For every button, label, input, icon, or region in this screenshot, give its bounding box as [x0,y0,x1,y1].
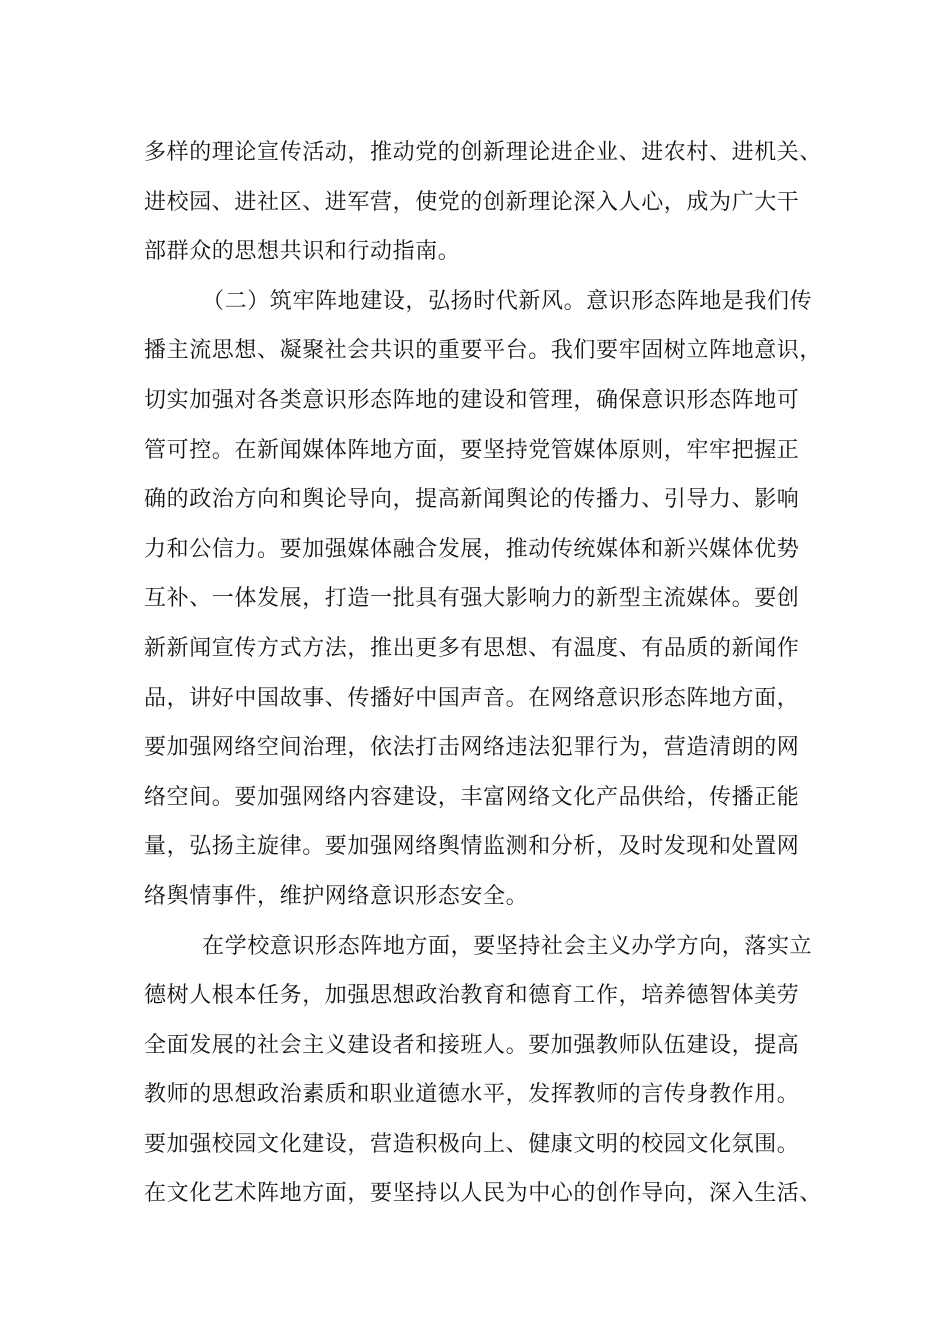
paragraph-1-line: 多样的理论宣传活动，推动党的创新理论进企业、进农村、进机关、 [144,140,823,165]
paragraph-2-line: 络空间。要加强网络内容建设，丰富网络文化产品供给，传播正能 [144,784,800,810]
paragraph-2-line: 量，弘扬主旋律。要加强网络舆情监测和分析，及时发现和处置网 [144,834,800,860]
paragraph-3-line: 全面发展的社会主义建设者和接班人。要加强教师队伍建设，提高 [144,1032,800,1058]
paragraph-3-line: 在文化艺术阵地方面，要坚持以人民为中心的创作导向，深入生活、 [144,1181,823,1207]
document-body [144,128,824,1219]
paragraph-2-line: 力和公信力。要加强媒体融合发展，推动传统媒体和新兴媒体优势 [144,536,800,562]
paragraph-2-line: 要加强网络空间治理，依法打击网络违法犯罪行为，营造清朗的网 [144,735,800,761]
paragraph-2-heading-line: （二）筑牢阵地建设，弘扬时代新风。意识形态阵地是我们传 [202,288,813,314]
paragraph-2-line: 互补、一体发展，打造一批具有强大影响力的新型主流媒体。要创 [144,586,800,612]
paragraph-3-line: 德树人根本任务，加强思想政治教育和德育工作，培养德智体美劳 [144,983,800,1009]
paragraph-3 [144,922,824,1220]
paragraph-1-line: 进校园、进社区、进军营，使党的创新理论深入人心，成为广大干 [144,189,800,215]
paragraph-2-line: 管可控。在新闻媒体阵地方面，要坚持党管媒体原则，牢牢把握正 [144,437,800,463]
paragraph-2-line: 播主流思想、凝聚社会共识的重要平台。我们要牢固树立阵地意识， [144,338,823,364]
paragraph-1 [144,128,824,277]
paragraph-2-line: 新新闻宣传方式方法，推出更多有思想、有温度、有品质的新闻作 [144,635,800,661]
paragraph-3-line: 要加强校园文化建设，营造积极向上、健康文明的校园文化氛围。 [144,1131,800,1157]
paragraph-1-line: 部群众的思想共识和行动指南。 [144,239,461,265]
paragraph-2-line: 品，讲好中国故事、传播好中国声音。在网络意识形态阵地方面， [144,685,800,711]
paragraph-2 [144,277,824,922]
paragraph-3-line: 教师的思想政治素质和职业道德水平，发挥教师的言传身教作用。 [144,1082,800,1108]
paragraph-2-line: 络舆情事件，维护网络意识形态安全。 [144,883,529,909]
paragraph-2-line: 切实加强对各类意识形态阵地的建设和管理，确保意识形态阵地可 [144,387,800,413]
paragraph-3-first-line: 在学校意识形态阵地方面，要坚持社会主义办学方向，落实立 [202,933,813,959]
paragraph-2-line: 确的政治方向和舆论导向，提高新闻舆论的传播力、引导力、影响 [144,487,800,513]
